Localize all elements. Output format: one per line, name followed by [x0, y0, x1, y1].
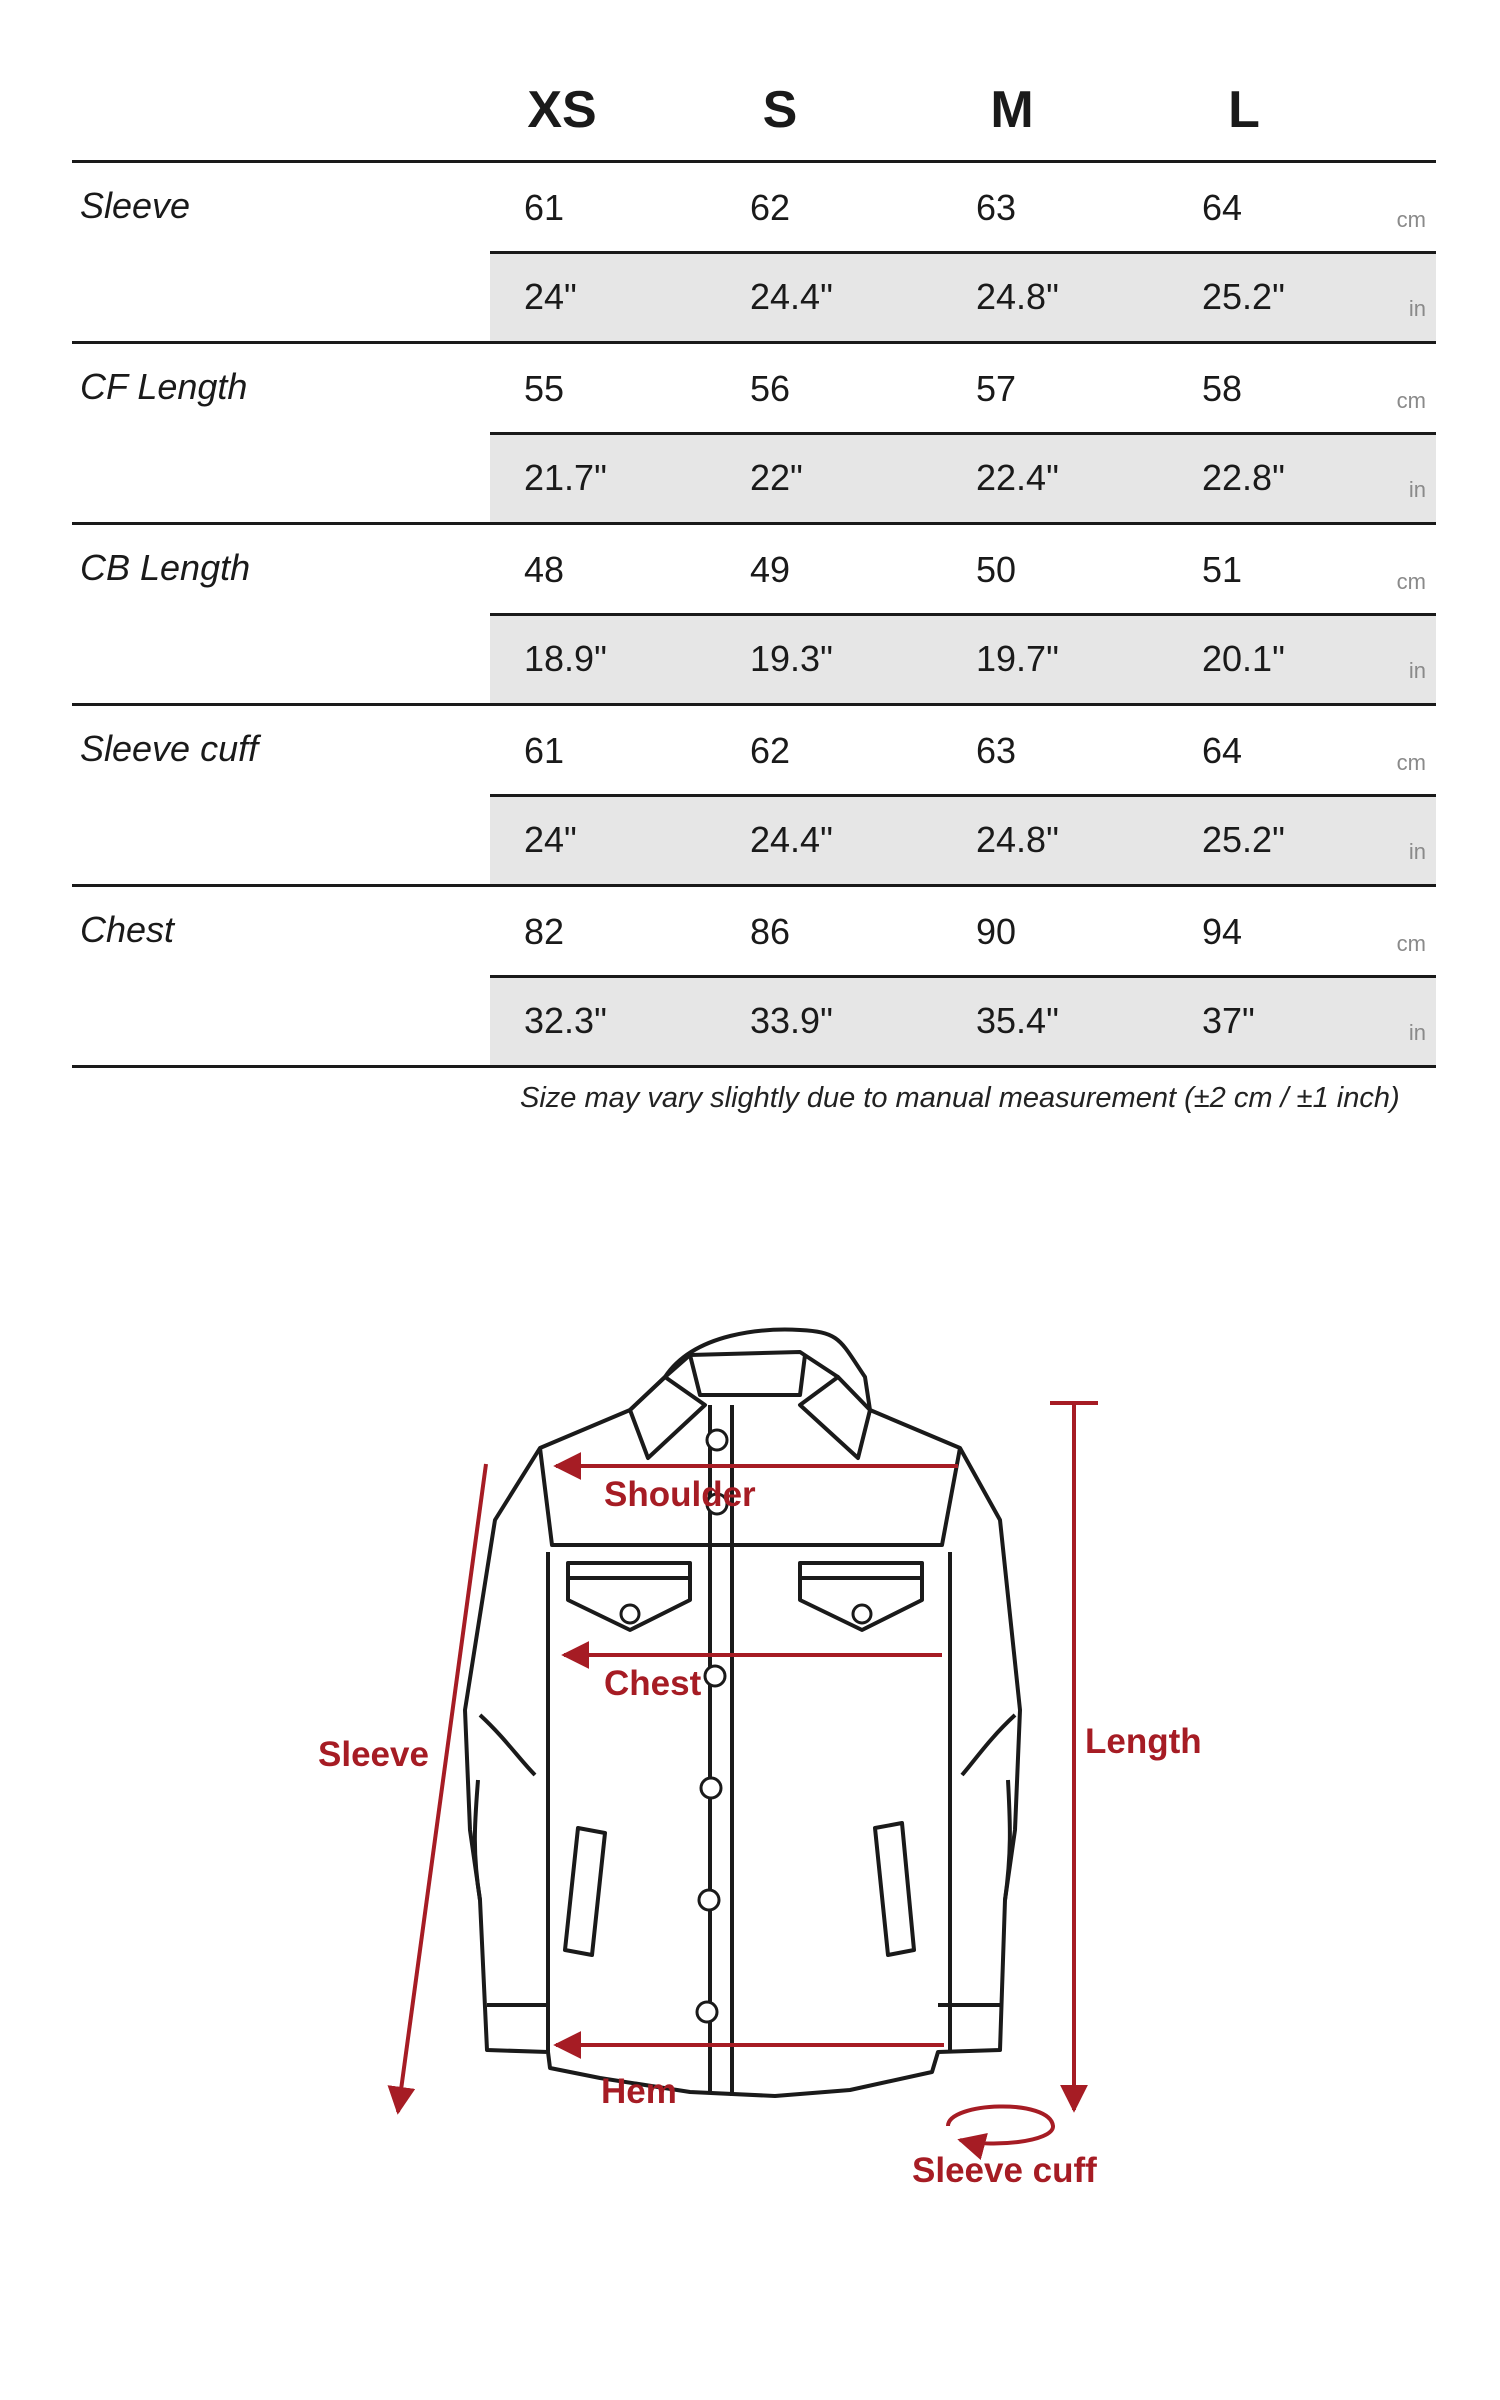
- measurement-group-sleeve-cuff: [72, 706, 1436, 887]
- button-icon: [707, 1430, 727, 1450]
- measurement-row-in: [72, 795, 1436, 884]
- button-icon: [697, 2002, 717, 2022]
- unit-label-cm: cm: [1396, 569, 1426, 594]
- measurement-groups: [72, 163, 1436, 1068]
- length-label: Length: [1085, 1722, 1202, 1761]
- measurement-row-cm: [72, 163, 1436, 252]
- value-cell-xs-cm: 61: [524, 730, 565, 771]
- sleeve-arrow: [398, 1464, 486, 2112]
- size-header-xs: XS: [527, 81, 597, 139]
- value-cell-m-cm: 63: [976, 187, 1017, 228]
- value-cell-xs-cm: 48: [524, 549, 565, 590]
- value-cell-xs-cm: 61: [524, 187, 565, 228]
- value-cell-m-cm: 57: [976, 368, 1017, 409]
- measurement-arrows: [398, 1403, 1098, 2144]
- row-divider: [490, 251, 1436, 254]
- inch-row-shading: [490, 435, 1436, 522]
- jacket-outline: [465, 1330, 1020, 2096]
- measurement-row-cm: [72, 887, 1436, 976]
- value-cell-s-in: 19.3": [750, 638, 833, 679]
- value-cell-xs-in: 21.7": [524, 457, 607, 498]
- measurement-row-cm: [72, 706, 1436, 795]
- hem-label: Hem: [601, 2072, 677, 2111]
- size-header-s: S: [762, 81, 798, 139]
- measurement-row-in: [72, 252, 1436, 341]
- unit-label-cm: cm: [1396, 931, 1426, 956]
- unit-label-in: in: [1408, 658, 1426, 683]
- row-divider: [490, 794, 1436, 797]
- measurement-label: CB Length: [80, 547, 251, 588]
- row-divider: [490, 613, 1436, 616]
- value-cell-m-in: 24.8": [976, 276, 1059, 317]
- unit-label-in: in: [1408, 839, 1426, 864]
- button-icon: [705, 1666, 725, 1686]
- sleeve-label: Sleeve: [318, 1735, 429, 1774]
- value-cell-l-cm: 51: [1202, 549, 1243, 590]
- shoulder-label: Shoulder: [604, 1475, 756, 1514]
- value-cell-l-cm: 64: [1202, 187, 1243, 228]
- measurement-label: Sleeve cuff: [80, 728, 259, 769]
- value-cell-xs-in: 18.9": [524, 638, 607, 679]
- value-cell-xs-in: 24": [524, 276, 577, 317]
- chest-label: Chest: [604, 1664, 702, 1703]
- inch-row-shading: [490, 797, 1436, 884]
- unit-label-cm: cm: [1396, 750, 1426, 775]
- value-cell-s-in: 24.4": [750, 276, 833, 317]
- size-header-row: [72, 60, 1436, 163]
- unit-label-in: in: [1408, 296, 1426, 321]
- measurement-label: Sleeve: [80, 185, 191, 226]
- value-cell-xs-in: 24": [524, 819, 577, 860]
- value-cell-s-cm: 49: [750, 549, 791, 590]
- button-icon: [853, 1605, 871, 1623]
- measurement-row-cm: [72, 344, 1436, 433]
- unit-label-in: in: [1408, 1020, 1426, 1045]
- value-cell-m-in: 24.8": [976, 819, 1059, 860]
- measurement-row-in: [72, 976, 1436, 1065]
- value-cell-l-in: 25.2": [1202, 819, 1285, 860]
- sleeve-cuff-label: Sleeve cuff: [912, 2151, 1097, 2190]
- value-cell-s-in: 22": [750, 457, 803, 498]
- value-cell-m-in: 22.4": [976, 457, 1059, 498]
- size-chart-table: [72, 60, 1436, 1068]
- inch-row-shading: [490, 978, 1436, 1065]
- value-cell-l-in: 25.2": [1202, 276, 1285, 317]
- measurement-group-cf-length: [72, 344, 1436, 525]
- value-cell-m-in: 19.7": [976, 638, 1059, 679]
- value-cell-m-cm: 50: [976, 549, 1017, 590]
- measurement-row-in: [72, 433, 1436, 522]
- measurement-label: Chest: [80, 909, 175, 950]
- value-cell-l-in: 22.8": [1202, 457, 1285, 498]
- inch-row-shading: [490, 254, 1436, 341]
- value-cell-s-cm: 62: [750, 187, 791, 228]
- value-cell-m-in: 35.4": [976, 1000, 1059, 1041]
- unit-label-cm: cm: [1396, 207, 1426, 232]
- value-cell-m-cm: 63: [976, 730, 1017, 771]
- value-cell-xs-in: 32.3": [524, 1000, 607, 1041]
- size-header-l: L: [1228, 81, 1260, 139]
- button-icon: [621, 1605, 639, 1623]
- value-cell-m-cm: 90: [976, 911, 1017, 952]
- inch-row-shading: [490, 616, 1436, 703]
- value-cell-l-cm: 58: [1202, 368, 1243, 409]
- sleeve-cuff-arrow: [948, 2106, 1053, 2143]
- size-header-m: M: [990, 81, 1034, 139]
- unit-label-in: in: [1408, 477, 1426, 502]
- value-cell-l-cm: 94: [1202, 911, 1243, 952]
- value-cell-l-cm: 64: [1202, 730, 1243, 771]
- measurement-row-in: [72, 614, 1436, 703]
- value-cell-l-in: 37": [1202, 1000, 1255, 1041]
- value-cell-xs-cm: 55: [524, 368, 565, 409]
- unit-label-cm: cm: [1396, 388, 1426, 413]
- value-cell-s-cm: 86: [750, 911, 791, 952]
- value-cell-s-in: 24.4": [750, 819, 833, 860]
- row-divider: [490, 432, 1436, 435]
- value-cell-xs-cm: 82: [524, 911, 565, 952]
- measurement-labels: [318, 1475, 1202, 2190]
- button-icon: [701, 1778, 721, 1798]
- measurement-group-sleeve: [72, 163, 1436, 344]
- jacket-diagram: [0, 1260, 1500, 2220]
- value-cell-s-cm: 62: [750, 730, 791, 771]
- row-divider: [490, 975, 1436, 978]
- button-icon: [699, 1890, 719, 1910]
- measurement-note: Size may vary slightly due to manual measurement (±2 cm / ±1 inch): [520, 1082, 1400, 1114]
- measurement-group-chest: [72, 887, 1436, 1068]
- value-cell-s-in: 33.9": [750, 1000, 833, 1041]
- jacket-buttons: [621, 1430, 871, 2022]
- measurement-group-cb-length: [72, 525, 1436, 706]
- measurement-row-cm: [72, 525, 1436, 614]
- value-cell-s-cm: 56: [750, 368, 791, 409]
- value-cell-l-in: 20.1": [1202, 638, 1285, 679]
- measurement-label: CF Length: [80, 366, 248, 407]
